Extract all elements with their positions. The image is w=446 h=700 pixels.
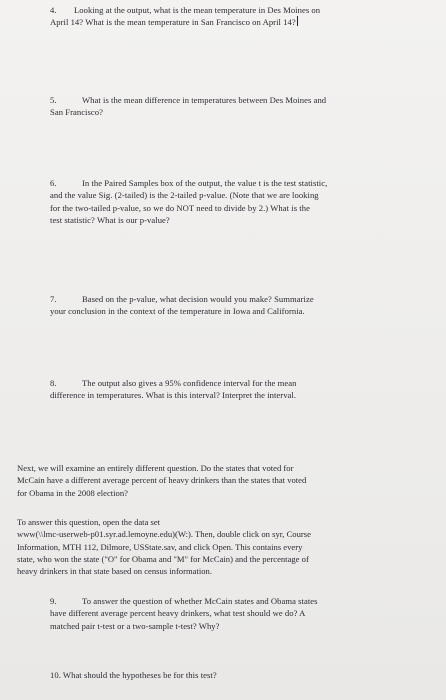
paragraph-line: To answer this question, open the data set bbox=[17, 517, 161, 527]
paragraph-line: state, who won the state ("O" for Obama and "M" for McCain) and the percentage of bbox=[17, 553, 309, 564]
question-number: 8. bbox=[50, 378, 57, 388]
question-text-line: What is the mean difference in temperatures between Des Moines and bbox=[82, 95, 327, 105]
question-10 bbox=[50, 669, 400, 681]
question-number: 5. bbox=[50, 95, 57, 105]
instructions-paragraph bbox=[17, 516, 387, 577]
question-text-line: In the Paired Samples box of the output, the value t is the test statistic, bbox=[82, 178, 328, 188]
question-text-line: 10. What should the hypotheses be for this test? bbox=[50, 670, 217, 680]
question-number: 9. bbox=[50, 596, 57, 606]
question-text-line: The output also gives a 95% confidence interval for the mean bbox=[82, 378, 297, 388]
question-text-line: San Francisco? bbox=[50, 107, 103, 118]
question-text-line: Based on the p-value, what decision would you make? Summarize bbox=[82, 294, 314, 304]
question-text-line: matched pair t-test or a two-sample t-test? Why? bbox=[50, 620, 220, 631]
question-number: 7. bbox=[50, 294, 57, 304]
question-text-line: have different average percent heavy drinkers, what test should we do? A bbox=[50, 608, 306, 619]
question-number: 6. bbox=[50, 178, 57, 188]
question-9 bbox=[50, 595, 400, 632]
paragraph-line: Information, MTH 112, Dilmore, USState.sav, and click Open. This contains every bbox=[17, 541, 303, 552]
question-text-line: To answer the question of whether McCain states and Obama states bbox=[82, 596, 318, 606]
question-text-line: and the value Sig. (2-tailed) is the 2-tailed p-value. (Note that we are looking bbox=[50, 190, 319, 201]
text-cursor bbox=[297, 16, 298, 26]
question-4 bbox=[50, 4, 400, 29]
question-6 bbox=[50, 177, 400, 226]
data-set-path-line: www(\\lmc-userweb-p01.syr.ad.lemoyne.edu)(W:). Then, double click on syr, Course bbox=[17, 529, 311, 540]
question-text-line: for the two-tailed p-value, so we do NOT need to divide by 2.) What is the bbox=[50, 202, 310, 213]
question-text-line: April 14? What is the mean temperature in San Francisco on April 14? bbox=[50, 17, 296, 28]
question-5 bbox=[50, 94, 400, 119]
question-8 bbox=[50, 377, 400, 402]
paragraph-line: for Obama in the 2008 election? bbox=[17, 487, 128, 498]
question-text-line: Looking at the output, what is the mean temperature in Des Moines on bbox=[74, 5, 321, 15]
paragraph-line: heavy drinkers in that state based on census information. bbox=[17, 566, 212, 577]
question-text-line: test statistic? What is our p-value? bbox=[50, 214, 170, 225]
intro-paragraph bbox=[17, 462, 387, 499]
question-7 bbox=[50, 293, 400, 318]
question-text-line: difference in temperatures. What is this interval? Interpret the interval. bbox=[50, 390, 297, 401]
paragraph-line: McCain have a different average percent of heavy drinkers than the states that voted bbox=[17, 475, 307, 486]
paragraph-line: Next, we will examine an entirely different question. Do the states that voted for bbox=[17, 463, 294, 473]
question-number: 4. bbox=[50, 5, 57, 15]
question-text-line: your conclusion in the context of the temperature in Iowa and California. bbox=[50, 306, 305, 317]
